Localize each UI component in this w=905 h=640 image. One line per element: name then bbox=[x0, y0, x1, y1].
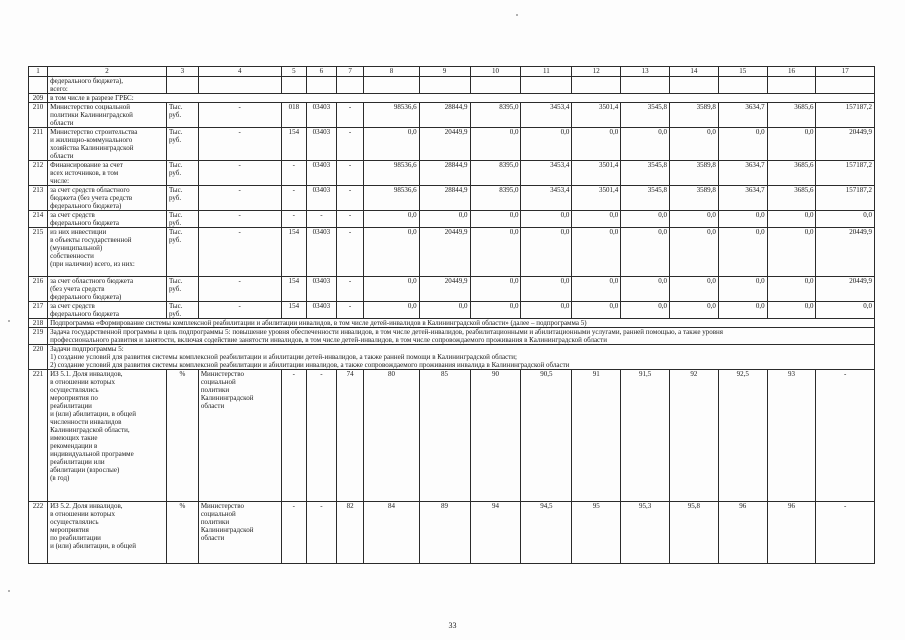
row-label: из них инвестиции в объекты государственной (муниципальной) собственности (при наличии) всего, из них: bbox=[48, 228, 167, 277]
responsible-cell: - bbox=[198, 302, 281, 319]
value-cell: 8395,0 bbox=[470, 103, 521, 128]
value-cell: 0,0 bbox=[364, 228, 419, 277]
value-cell: 0,0 bbox=[718, 228, 767, 277]
value-cell: 0,0 bbox=[419, 302, 470, 319]
value-cell: 80 bbox=[364, 370, 419, 502]
value-cell: 0,0 bbox=[670, 277, 719, 302]
value-cell: 95 bbox=[572, 502, 621, 564]
value-cell: 94 bbox=[470, 502, 521, 564]
page-number: 33 bbox=[448, 621, 457, 630]
value-cell: 3545,8 bbox=[621, 103, 670, 128]
value-cell: 0,0 bbox=[767, 128, 816, 161]
code-cell: - bbox=[336, 186, 364, 211]
table-row bbox=[29, 77, 875, 94]
value-cell: 3545,8 bbox=[621, 186, 670, 211]
code-cell: - bbox=[281, 161, 306, 186]
code-cell: 03403 bbox=[307, 302, 337, 319]
value-cell: 85 bbox=[419, 370, 470, 502]
row-number: 216 bbox=[29, 277, 48, 302]
column-number: 15 bbox=[718, 67, 767, 77]
code-cell: - bbox=[307, 370, 337, 502]
value-cell: 0,0 bbox=[767, 228, 816, 277]
responsible-cell: - bbox=[198, 128, 281, 161]
row-label: за счет областного бюджета (без учета средств федерального бюджета) bbox=[48, 277, 167, 302]
empty-cell bbox=[336, 77, 364, 94]
value-cell: 157187,2 bbox=[816, 103, 875, 128]
table-row bbox=[29, 161, 875, 186]
column-number: 4 bbox=[198, 67, 281, 77]
value-cell: 0,0 bbox=[470, 228, 521, 277]
code-cell: 154 bbox=[281, 277, 306, 302]
section-heading: Подпрограмма «Формирование системы комплексной реабилитации и абилитации инвалидов, в том числе детей-инвалидов в Калининградской области» (далее – подпрограмма 5) bbox=[48, 319, 875, 328]
table-row bbox=[29, 370, 875, 502]
row-label: Финансирование за счет всех источников, в том числе: bbox=[48, 161, 167, 186]
unit-cell: Тыс. руб. bbox=[166, 228, 198, 277]
code-cell: - bbox=[281, 502, 306, 564]
table-row bbox=[29, 302, 875, 319]
unit-cell: Тыс. руб. bbox=[166, 128, 198, 161]
row-label: федерального бюджета), всего: bbox=[48, 77, 167, 94]
value-cell: 3634,7 bbox=[718, 103, 767, 128]
value-cell: 0,0 bbox=[767, 302, 816, 319]
empty-cell bbox=[621, 77, 670, 94]
value-cell: 0,0 bbox=[621, 302, 670, 319]
table-row bbox=[29, 103, 875, 128]
value-cell: 98536,6 bbox=[364, 103, 419, 128]
value-cell: 84 bbox=[364, 502, 419, 564]
value-cell: 92 bbox=[670, 370, 719, 502]
value-cell: 3545,8 bbox=[621, 161, 670, 186]
value-cell: 0,0 bbox=[621, 228, 670, 277]
code-cell: 03403 bbox=[307, 128, 337, 161]
code-cell: - bbox=[336, 302, 364, 319]
row-label: Министерство строительства и жилищно-коммунального хозяйства Калининградской области bbox=[48, 128, 167, 161]
code-cell: 03403 bbox=[307, 228, 337, 277]
row-number: 214 bbox=[29, 211, 48, 228]
value-cell: 0,0 bbox=[670, 228, 719, 277]
code-cell: - bbox=[336, 128, 364, 161]
column-number: 14 bbox=[670, 67, 719, 77]
value-cell: 3685,6 bbox=[767, 186, 816, 211]
value-cell: 28844,9 bbox=[419, 161, 470, 186]
value-cell: 95,3 bbox=[621, 502, 670, 564]
empty-cell bbox=[521, 77, 572, 94]
value-cell: 82 bbox=[336, 502, 364, 564]
value-cell: 0,0 bbox=[670, 128, 719, 161]
value-cell: 3453,4 bbox=[521, 186, 572, 211]
value-cell: 3634,7 bbox=[718, 186, 767, 211]
value-cell: 0,0 bbox=[521, 128, 572, 161]
code-cell: 03403 bbox=[307, 161, 337, 186]
value-cell: 0,0 bbox=[670, 211, 719, 228]
unit-cell: Тыс. руб. bbox=[166, 277, 198, 302]
value-cell: 3685,6 bbox=[767, 103, 816, 128]
unit-cell: Тыс. руб. bbox=[166, 211, 198, 228]
value-cell: - bbox=[816, 370, 875, 502]
empty-cell bbox=[364, 77, 419, 94]
indicator-label: ИЗ 5.2. Доля инвалидов, в отношении которых осуществлялись мероприятия по реабилитации и (или) абилитации, в общей bbox=[48, 502, 167, 564]
value-cell: 0,0 bbox=[572, 277, 621, 302]
value-cell: 8395,0 bbox=[470, 186, 521, 211]
column-number: 11 bbox=[521, 67, 572, 77]
value-cell: 3589,8 bbox=[670, 103, 719, 128]
unit-cell: Тыс. руб. bbox=[166, 186, 198, 211]
value-cell: 92,5 bbox=[718, 370, 767, 502]
row-number: 217 bbox=[29, 302, 48, 319]
row-number: 221 bbox=[29, 370, 48, 502]
empty-cell bbox=[718, 77, 767, 94]
value-cell: 0,0 bbox=[621, 211, 670, 228]
empty-cell bbox=[198, 77, 281, 94]
scan-speck bbox=[8, 590, 10, 592]
value-cell: 0,0 bbox=[364, 302, 419, 319]
value-cell: 20449,9 bbox=[816, 277, 875, 302]
value-cell: 74 bbox=[336, 370, 364, 502]
value-cell: 0,0 bbox=[572, 211, 621, 228]
row-number: 222 bbox=[29, 502, 48, 564]
responsible-cell: - bbox=[198, 186, 281, 211]
code-cell: - bbox=[281, 186, 306, 211]
column-number: 1 bbox=[29, 67, 48, 77]
empty-cell bbox=[166, 77, 198, 94]
value-cell: 98536,6 bbox=[364, 186, 419, 211]
row-label: за счет средств федерального бюджета bbox=[48, 211, 167, 228]
value-cell: 90,5 bbox=[521, 370, 572, 502]
value-cell: 0,0 bbox=[816, 302, 875, 319]
empty-cell bbox=[307, 77, 337, 94]
empty-cell bbox=[572, 77, 621, 94]
table-row bbox=[29, 211, 875, 228]
value-cell: 3634,7 bbox=[718, 161, 767, 186]
empty-cell bbox=[816, 77, 875, 94]
row-label: за счет средств областного бюджета (без учета средств федерального бюджета) bbox=[48, 186, 167, 211]
empty-cell bbox=[767, 77, 816, 94]
value-cell: 91 bbox=[572, 370, 621, 502]
column-number: 2 bbox=[48, 67, 167, 77]
responsible-cell: Министерство социальной политики Калининградской области bbox=[198, 502, 281, 564]
table-row bbox=[29, 277, 875, 302]
responsible-cell: - bbox=[198, 277, 281, 302]
column-number: 8 bbox=[364, 67, 419, 77]
column-number: 6 bbox=[307, 67, 337, 77]
unit-cell: % bbox=[166, 502, 198, 564]
row-number: 212 bbox=[29, 161, 48, 186]
row-number: 209 bbox=[29, 94, 48, 103]
code-cell: 03403 bbox=[307, 277, 337, 302]
value-cell: 95,8 bbox=[670, 502, 719, 564]
value-cell: 20449,9 bbox=[816, 128, 875, 161]
responsible-cell: - bbox=[198, 228, 281, 277]
row-number: 219 bbox=[29, 328, 48, 345]
value-cell: 20449,9 bbox=[419, 277, 470, 302]
code-cell: 154 bbox=[281, 128, 306, 161]
code-cell: - bbox=[336, 161, 364, 186]
responsible-cell: Министерство социальной политики Калининградской области bbox=[198, 370, 281, 502]
value-cell: 96 bbox=[767, 502, 816, 564]
code-cell: - bbox=[307, 211, 337, 228]
value-cell: 0,0 bbox=[521, 211, 572, 228]
code-cell: - bbox=[336, 103, 364, 128]
code-cell: 03403 bbox=[307, 103, 337, 128]
row-number: 215 bbox=[29, 228, 48, 277]
column-number-row bbox=[29, 67, 875, 77]
value-cell: 3501,4 bbox=[572, 186, 621, 211]
value-cell: 157187,2 bbox=[816, 186, 875, 211]
empty-cell bbox=[470, 77, 521, 94]
value-cell: 0,0 bbox=[470, 211, 521, 228]
value-cell: 0,0 bbox=[521, 302, 572, 319]
value-cell: 90 bbox=[470, 370, 521, 502]
scan-speck bbox=[516, 14, 518, 16]
value-cell: 0,0 bbox=[572, 302, 621, 319]
value-cell: - bbox=[816, 502, 875, 564]
indicator-label: ИЗ 5.1. Доля инвалидов, в отношении которых осуществлялись мероприятия по реабилитации и (или) абилитации, в общей численности инвалидов Калининградской области, имеющих такие рекомендации в индивидуальной программе реабилитации или абилитации (взрослые) (в год) bbox=[48, 370, 167, 502]
code-cell: - bbox=[336, 211, 364, 228]
column-number: 9 bbox=[419, 67, 470, 77]
column-number: 3 bbox=[166, 67, 198, 77]
code-cell: 154 bbox=[281, 228, 306, 277]
table-row bbox=[29, 502, 875, 564]
column-number: 12 bbox=[572, 67, 621, 77]
unit-cell: Тыс. руб. bbox=[166, 161, 198, 186]
value-cell: 20449,9 bbox=[816, 228, 875, 277]
value-cell: 3589,8 bbox=[670, 161, 719, 186]
row-number: 213 bbox=[29, 186, 48, 211]
value-cell: 0,0 bbox=[767, 211, 816, 228]
value-cell: 0,0 bbox=[470, 128, 521, 161]
table-row bbox=[29, 228, 875, 277]
responsible-cell: - bbox=[198, 103, 281, 128]
table-row bbox=[29, 328, 875, 345]
column-number: 13 bbox=[621, 67, 670, 77]
value-cell: 98536,6 bbox=[364, 161, 419, 186]
code-cell: - bbox=[336, 228, 364, 277]
empty-cell bbox=[419, 77, 470, 94]
responsible-cell: - bbox=[198, 211, 281, 228]
code-cell: - bbox=[281, 211, 306, 228]
value-cell: 0,0 bbox=[364, 277, 419, 302]
unit-cell: Тыс. руб. bbox=[166, 103, 198, 128]
value-cell: 20449,9 bbox=[419, 128, 470, 161]
value-cell: 0,0 bbox=[816, 211, 875, 228]
section-heading: Задачи подпрограммы 5: 1) создание условий для развития системы комплексной реабилитации и абилитации детей-инвалидов, а также ранней помощи в Калининградской области; 2) создание условий для развития системы комплексной реабилитации и абилитации инвалидов, а также сопровождаемого проживания инвалида в Калининградской области bbox=[48, 345, 875, 370]
column-number: 5 bbox=[281, 67, 306, 77]
value-cell: 3501,4 bbox=[572, 161, 621, 186]
column-number: 16 bbox=[767, 67, 816, 77]
value-cell: 0,0 bbox=[572, 228, 621, 277]
value-cell: 0,0 bbox=[718, 277, 767, 302]
code-cell: 03403 bbox=[307, 186, 337, 211]
value-cell: 0,0 bbox=[470, 277, 521, 302]
row-number: 211 bbox=[29, 128, 48, 161]
value-cell: 3589,8 bbox=[670, 186, 719, 211]
value-cell: 0,0 bbox=[718, 302, 767, 319]
code-cell: 018 bbox=[281, 103, 306, 128]
table-row bbox=[29, 128, 875, 161]
empty-cell bbox=[281, 77, 306, 94]
value-cell: 94,5 bbox=[521, 502, 572, 564]
code-cell: - bbox=[281, 370, 306, 502]
value-cell: 28844,9 bbox=[419, 186, 470, 211]
value-cell: 0,0 bbox=[767, 277, 816, 302]
unit-cell: % bbox=[166, 370, 198, 502]
value-cell: 157187,2 bbox=[816, 161, 875, 186]
empty-cell bbox=[670, 77, 719, 94]
value-cell: 0,0 bbox=[364, 211, 419, 228]
row-label: Министерство социальной политики Калининградской области bbox=[48, 103, 167, 128]
row-number: 220 bbox=[29, 345, 48, 370]
row-number: 218 bbox=[29, 319, 48, 328]
scan-speck bbox=[8, 320, 10, 322]
value-cell: 8395,0 bbox=[470, 161, 521, 186]
column-number: 17 bbox=[816, 67, 875, 77]
value-cell: 89 bbox=[419, 502, 470, 564]
value-cell: 93 bbox=[767, 370, 816, 502]
value-cell: 0,0 bbox=[419, 211, 470, 228]
value-cell: 3453,4 bbox=[521, 161, 572, 186]
budget-table bbox=[28, 66, 875, 564]
row-number: 210 bbox=[29, 103, 48, 128]
value-cell: 0,0 bbox=[718, 128, 767, 161]
section-heading: Задача государственной программы в цель подпрограммы 5: повышение уровня обеспеченности инвалидов, в том числе детей-инвалидов, реабилитационными и абилитационными услугами, ранней помощью, а также уровня профессионального развития и занятости, включая содействие занятости инвалидов, в том числе детей-инвалидов, в том числе сопровождаемого проживания в Калининградской области bbox=[48, 328, 875, 345]
row-number bbox=[29, 77, 48, 94]
value-cell: 96 bbox=[718, 502, 767, 564]
code-cell: - bbox=[336, 277, 364, 302]
value-cell: 0,0 bbox=[718, 211, 767, 228]
table-row bbox=[29, 94, 875, 103]
value-cell: 0,0 bbox=[621, 277, 670, 302]
value-cell: 3501,4 bbox=[572, 103, 621, 128]
value-cell: 3453,4 bbox=[521, 103, 572, 128]
column-number: 7 bbox=[336, 67, 364, 77]
column-number: 10 bbox=[470, 67, 521, 77]
code-cell: - bbox=[307, 502, 337, 564]
value-cell: 0,0 bbox=[621, 128, 670, 161]
value-cell: 0,0 bbox=[364, 128, 419, 161]
value-cell: 0,0 bbox=[572, 128, 621, 161]
table-row bbox=[29, 319, 875, 328]
value-cell: 0,0 bbox=[521, 277, 572, 302]
section-heading: в том числе в разрезе ГРБС: bbox=[48, 94, 875, 103]
unit-cell: Тыс. руб. bbox=[166, 302, 198, 319]
responsible-cell: - bbox=[198, 161, 281, 186]
value-cell: 20449,9 bbox=[419, 228, 470, 277]
value-cell: 91,5 bbox=[621, 370, 670, 502]
value-cell: 0,0 bbox=[670, 302, 719, 319]
code-cell: 154 bbox=[281, 302, 306, 319]
table-row bbox=[29, 186, 875, 211]
value-cell: 0,0 bbox=[470, 302, 521, 319]
row-label: за счет средств федерального бюджета bbox=[48, 302, 167, 319]
value-cell: 0,0 bbox=[521, 228, 572, 277]
value-cell: 28844,9 bbox=[419, 103, 470, 128]
value-cell: 3685,6 bbox=[767, 161, 816, 186]
table-row bbox=[29, 345, 875, 370]
